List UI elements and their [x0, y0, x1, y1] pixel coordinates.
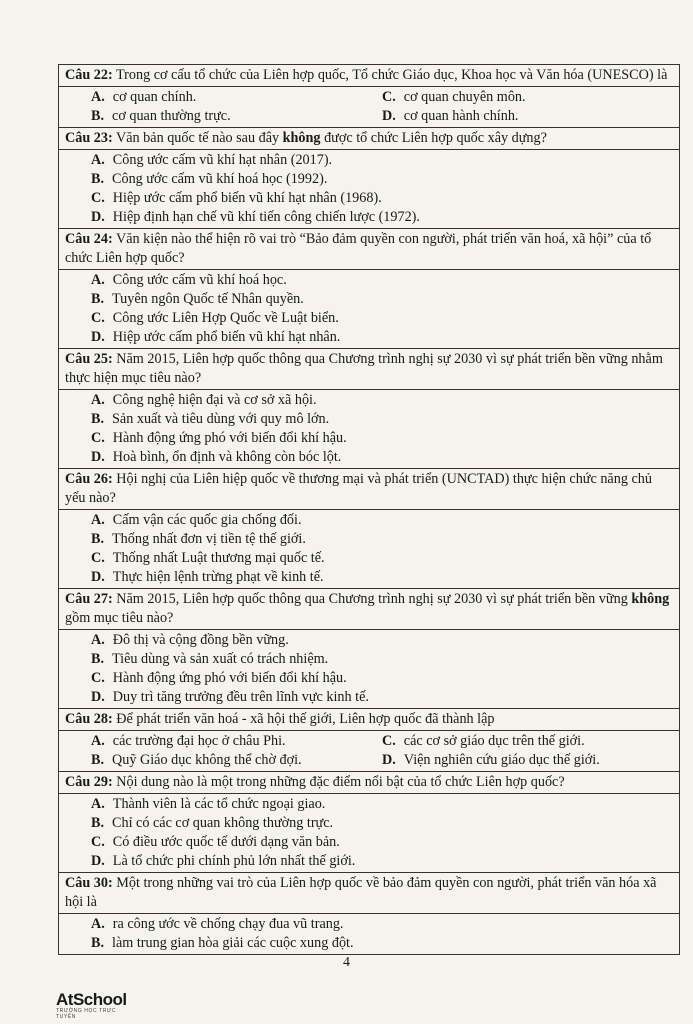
- option-text: cơ quan chuyên môn.: [403, 89, 526, 105]
- option-text: Công ước Liên Hợp Quốc về Luật biển.: [112, 310, 339, 326]
- option-letter: A.: [91, 89, 105, 105]
- option-text: Đô thị và cộng đồng bền vững.: [112, 632, 289, 648]
- option-letter: C.: [91, 190, 105, 206]
- answer-option: [91, 751, 382, 770]
- question-number: Câu 27:: [65, 591, 113, 607]
- options-list: [65, 391, 673, 467]
- answer-option: [382, 751, 673, 770]
- atschool-logo: [56, 990, 136, 1020]
- question-stem-row: [59, 128, 680, 150]
- option-text: Hành động ứng phó với biến đổi khí hậu.: [112, 430, 347, 446]
- option-text: các cơ sở giáo dục trên thế giới.: [403, 733, 585, 749]
- options-list: [65, 151, 673, 227]
- answer-option: [65, 151, 673, 170]
- question-text: được tổ chức Liên hợp quốc xây dựng?: [320, 130, 547, 146]
- question-stem-cell: [59, 589, 680, 630]
- answer-option: [382, 88, 673, 107]
- answer-option: [65, 391, 673, 410]
- answer-option: [65, 429, 673, 448]
- option-letter: C.: [91, 670, 105, 686]
- option-letter: B.: [91, 531, 105, 547]
- question-sheet: [58, 64, 680, 955]
- question-number: Câu 25:: [65, 351, 113, 367]
- answer-option: [65, 934, 673, 953]
- question-stem-row: [59, 469, 680, 510]
- question-options-row: [59, 87, 680, 128]
- question-options-cell: [59, 794, 680, 873]
- question-options-row: [59, 731, 680, 772]
- question-options-row: [59, 390, 680, 469]
- option-text: Tuyên ngôn Quốc tế Nhân quyền.: [112, 291, 304, 307]
- option-text: Thống nhất đơn vị tiền tệ thế giới.: [112, 531, 306, 547]
- question-stem-cell: [59, 128, 680, 150]
- question-options-row: [59, 150, 680, 229]
- answer-option: [65, 669, 673, 688]
- answer-option: [65, 833, 673, 852]
- question-text: Trong cơ cấu tổ chức của Liên hợp quốc, Tổ chức Giáo dục, Khoa học và Văn hóa (UNESCO) là: [112, 67, 668, 83]
- option-text: cơ quan hành chính.: [403, 108, 519, 124]
- option-text: cơ quan thường trực.: [112, 108, 231, 124]
- answer-option: [65, 568, 673, 587]
- option-letter: D.: [382, 752, 396, 768]
- answer-option: [65, 852, 673, 871]
- option-letter: B.: [91, 935, 105, 951]
- question-stem-row: [59, 229, 680, 270]
- option-text: Có điều ước quốc tế dưới dạng văn bản.: [112, 834, 340, 850]
- answer-option: [65, 631, 673, 650]
- question-options-row: [59, 270, 680, 349]
- option-text: Công ước cấm vũ khí hạt nhân (2017).: [112, 152, 333, 168]
- answer-option: [65, 915, 673, 934]
- option-letter: B.: [91, 815, 105, 831]
- option-text: Cấm vận các quốc gia chống đối.: [112, 512, 302, 528]
- logo-brand: AtSchool: [56, 990, 127, 1009]
- question-stem-row: [59, 709, 680, 731]
- option-text: Hoà bình, ổn định và không còn bóc lột.: [112, 449, 342, 465]
- option-text: Chỉ có các cơ quan không thường trực.: [112, 815, 334, 831]
- option-text: Sản xuất và tiêu dùng với quy mô lớn.: [112, 411, 330, 427]
- answer-option: [65, 189, 673, 208]
- option-text: Là tổ chức phi chính phủ lớn nhất thế giới.: [112, 853, 356, 869]
- option-text: Thành viên là các tổ chức ngoại giao.: [112, 796, 326, 812]
- option-text: Công nghệ hiện đại và cơ sở xã hội.: [112, 392, 317, 408]
- question-text: Hội nghị của Liên hiệp quốc về thương mại và phát triển (UNCTAD) thực hiện chức năng chủ yếu nào?: [65, 471, 652, 506]
- answer-option: [65, 290, 673, 309]
- option-letter: D.: [91, 329, 105, 345]
- option-text: làm trung gian hòa giải các cuộc xung đột.: [112, 935, 354, 951]
- option-letter: B.: [91, 171, 105, 187]
- answer-option: [65, 814, 673, 833]
- question-stem-cell: [59, 873, 680, 914]
- answer-option: [65, 530, 673, 549]
- question-stem-cell: [59, 772, 680, 794]
- question-stem-row: [59, 589, 680, 630]
- question-options-row: [59, 914, 680, 955]
- question-options-cell: [59, 390, 680, 469]
- option-letter: C.: [91, 834, 105, 850]
- answer-option: [65, 549, 673, 568]
- option-letter: A.: [91, 796, 105, 812]
- answer-option: [65, 650, 673, 669]
- question-number: Câu 30:: [65, 875, 113, 891]
- answer-option: [65, 511, 673, 530]
- options-list: [65, 795, 673, 871]
- options-list: [65, 88, 673, 126]
- option-text: Quỹ Giáo dục không thể chờ đợi.: [112, 752, 302, 768]
- options-list: [65, 511, 673, 587]
- answer-option: [65, 170, 673, 189]
- answer-option: [65, 271, 673, 290]
- option-letter: A.: [91, 632, 105, 648]
- question-text: Văn kiện nào thể hiện rõ vai trò “Bảo đảm quyền con người, phát triển văn hoá, xã hội” của tổ chức Liên hợp quốc?: [65, 231, 652, 266]
- option-text: Tiêu dùng và sản xuất có trách nhiệm.: [112, 651, 329, 667]
- option-letter: B.: [91, 411, 105, 427]
- question-number: Câu 22:: [65, 67, 113, 83]
- option-letter: B.: [91, 651, 105, 667]
- question-negation: không: [282, 130, 321, 146]
- question-options-cell: [59, 150, 680, 229]
- question-number: Câu 28:: [65, 711, 113, 727]
- answer-option: [65, 688, 673, 707]
- question-options-cell: [59, 731, 680, 772]
- option-letter: B.: [91, 108, 105, 124]
- option-letter: D.: [382, 108, 396, 124]
- question-number: Câu 24:: [65, 231, 113, 247]
- question-text: gồm mục tiêu nào?: [65, 610, 174, 626]
- option-letter: C.: [382, 733, 396, 749]
- question-stem-row: [59, 349, 680, 390]
- answer-option: [382, 732, 673, 751]
- option-text: Thực hiện lệnh trừng phạt về kinh tế.: [112, 569, 324, 585]
- option-letter: C.: [382, 89, 396, 105]
- question-options-cell: [59, 510, 680, 589]
- question-options-cell: [59, 87, 680, 128]
- option-letter: A.: [91, 152, 105, 168]
- question-options-row: [59, 630, 680, 709]
- option-letter: D.: [91, 569, 105, 585]
- option-text: Hiệp ước cấm phổ biến vũ khí hạt nhân.: [112, 329, 341, 345]
- answer-option: [91, 732, 382, 751]
- question-stem-row: [59, 65, 680, 87]
- options-list: [65, 915, 673, 953]
- question-options-cell: [59, 630, 680, 709]
- option-letter: A.: [91, 272, 105, 288]
- question-text: Một trong những vai trò của Liên hợp quốc về bảo đảm quyền con người, phát triển văn hóa xã hội là: [65, 875, 657, 910]
- option-letter: A.: [91, 392, 105, 408]
- question-stem-row: [59, 772, 680, 794]
- question-options-cell: [59, 270, 680, 349]
- option-letter: B.: [91, 752, 105, 768]
- question-stem-cell: [59, 469, 680, 510]
- question-number: Câu 23:: [65, 130, 113, 146]
- options-list: [65, 631, 673, 707]
- option-letter: D.: [91, 449, 105, 465]
- question-text: Nội dung nào là một trong những đặc điểm nổi bật của tổ chức Liên hợp quốc?: [112, 774, 565, 790]
- option-letter: D.: [91, 209, 105, 225]
- question-options-row: [59, 510, 680, 589]
- question-stem-row: [59, 873, 680, 914]
- option-letter: A.: [91, 916, 105, 932]
- question-stem-cell: [59, 349, 680, 390]
- option-text: các trường đại học ở châu Phi.: [112, 733, 286, 749]
- question-text: Để phát triển văn hoá - xã hội thế giới, Liên hợp quốc đã thành lập: [112, 711, 495, 727]
- question-text: Văn bản quốc tế nào sau đây: [112, 130, 283, 146]
- question-text: Năm 2015, Liên hợp quốc thông qua Chương trình nghị sự 2030 vì sự phát triển bền vững nhằm thực hiện mục tiêu nào?: [65, 351, 663, 386]
- question-text: Năm 2015, Liên hợp quốc thông qua Chương trình nghị sự 2030 vì sự phát triển bền vững: [112, 591, 632, 607]
- page-number: 4: [343, 955, 350, 970]
- option-letter: C.: [91, 430, 105, 446]
- question-stem-cell: [59, 709, 680, 731]
- option-text: Hành động ứng phó với biến đổi khí hậu.: [112, 670, 347, 686]
- option-text: Công ước cấm vũ khí hoá học.: [112, 272, 287, 288]
- question-stem-cell: [59, 65, 680, 87]
- option-letter: D.: [91, 853, 105, 869]
- option-letter: C.: [91, 310, 105, 326]
- option-letter: A.: [91, 512, 105, 528]
- option-text: Duy trì tăng trưởng đều trên lĩnh vực kinh tế.: [112, 689, 369, 705]
- question-number: Câu 26:: [65, 471, 113, 487]
- answer-option: [65, 795, 673, 814]
- question-number: Câu 29:: [65, 774, 113, 790]
- answer-option: [91, 88, 382, 107]
- question-options-cell: [59, 914, 680, 955]
- answer-option: [65, 448, 673, 467]
- answer-option: [65, 328, 673, 347]
- option-letter: A.: [91, 733, 105, 749]
- option-text: Hiệp định hạn chế vũ khí tiến công chiến lược (1972).: [112, 209, 420, 225]
- option-text: Thống nhất Luật thương mại quốc tế.: [112, 550, 325, 566]
- option-text: ra công ước về chống chạy đua vũ trang.: [112, 916, 344, 932]
- option-letter: D.: [91, 689, 105, 705]
- option-text: cơ quan chính.: [112, 89, 197, 105]
- question-options-row: [59, 794, 680, 873]
- option-letter: C.: [91, 550, 105, 566]
- answer-option: [65, 410, 673, 429]
- option-text: Hiệp ước cấm phổ biến vũ khí hạt nhân (1968).: [112, 190, 382, 206]
- answer-option: [65, 309, 673, 328]
- question-stem-cell: [59, 229, 680, 270]
- question-negation: không: [631, 591, 670, 607]
- options-list: [65, 732, 673, 770]
- logo-tagline: TRƯỜNG HỌC TRỰC TUYẾN: [56, 1008, 117, 1020]
- option-letter: B.: [91, 291, 105, 307]
- answer-option: [91, 107, 382, 126]
- question-table: [58, 64, 680, 955]
- answer-option: [382, 107, 673, 126]
- options-list: [65, 271, 673, 347]
- option-text: Viện nghiên cứu giáo dục thế giới.: [403, 752, 600, 768]
- option-text: Công ước cấm vũ khí hoá học (1992).: [112, 171, 328, 187]
- answer-option: [65, 208, 673, 227]
